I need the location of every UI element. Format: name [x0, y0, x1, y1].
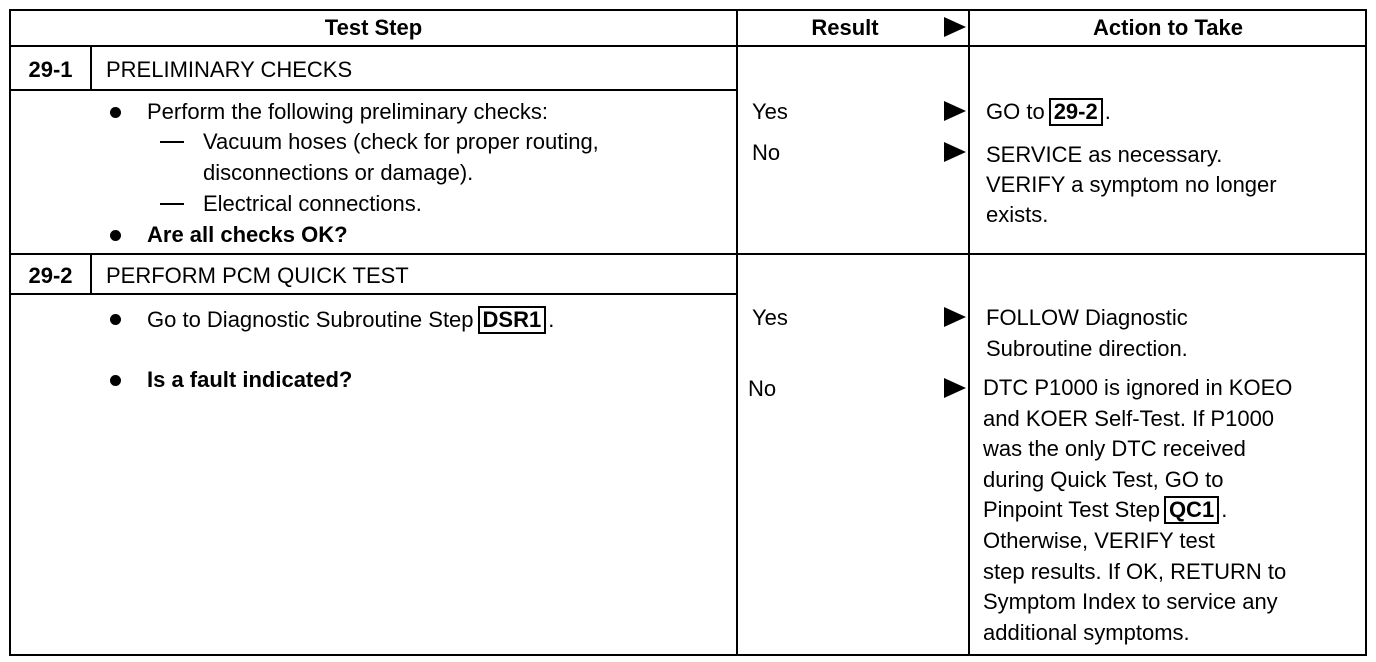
step1-action-yes — [986, 97, 1111, 127]
step2-bullet1-ref: DSR1 — [478, 306, 547, 334]
arrow-right-icon — [944, 307, 966, 327]
step2-action-no-line2: and KOER Self-Test. If P1000 — [983, 405, 1275, 431]
step2-action-no-line5 — [983, 495, 1365, 526]
header-divider — [9, 45, 1367, 47]
bullet-icon — [110, 107, 121, 118]
table-border-bottom — [9, 654, 1367, 656]
step2-action-no — [983, 373, 1365, 648]
step2-title-divider — [9, 293, 738, 295]
table-border-right — [1365, 9, 1367, 656]
step1-title: PRELIMINARY CHECKS — [106, 57, 353, 82]
step2-bullet1 — [147, 305, 554, 335]
bullet-icon — [110, 230, 121, 241]
step1-bullet2: Are all checks OK? — [147, 222, 348, 247]
step1-action-yes-suffix: . — [1104, 99, 1111, 124]
step2-action-no-line7: step results. If OK, RETURN to — [983, 558, 1287, 584]
step1-title-divider — [9, 89, 738, 91]
step2-action-no-line9: additional symptoms. — [983, 619, 1190, 645]
step1-sub1-line2: disconnections or damage). — [203, 160, 474, 185]
step2-number-divider — [90, 253, 92, 295]
step1-number: 29-1 — [28, 57, 73, 82]
header-test-step: Test Step — [324, 15, 423, 40]
step2-action-yes-line2: Subroutine direction. — [986, 336, 1188, 361]
step2-result-no: No — [748, 376, 777, 401]
step2-action-no-line6: Otherwise, VERIFY test — [983, 527, 1215, 553]
table-border-left — [9, 9, 11, 656]
step2-bullet1-suffix: . — [548, 307, 555, 332]
step2-action-no-ref: QC1 — [1164, 496, 1219, 524]
step1-result-no: No — [752, 140, 781, 165]
step2-action-no-line3: was the only DTC received — [983, 436, 1246, 462]
step2-action-no-line5-suffix: . — [1221, 497, 1228, 523]
step1-sub2: Electrical connections. — [203, 191, 422, 216]
divider-teststep-result — [736, 9, 738, 656]
arrow-right-icon — [944, 378, 966, 398]
dash-icon — [160, 141, 184, 143]
step-divider — [9, 253, 1367, 255]
divider-result-action — [968, 9, 970, 656]
step2-title: PERFORM PCM QUICK TEST — [106, 263, 409, 288]
step1-action-no-line3: exists. — [986, 202, 1049, 227]
step2-action-no-line4: during Quick Test, GO to — [983, 466, 1224, 492]
step1-action-yes-ref: 29-2 — [1049, 98, 1103, 126]
step1-sub1-line1: Vacuum hoses (check for proper routing, — [203, 129, 599, 154]
step2-action-no-line8: Symptom Index to service any — [983, 589, 1278, 615]
step1-action-yes-prefix: GO to — [986, 99, 1045, 124]
step2-bullet2: Is a fault indicated? — [147, 367, 353, 392]
step2-action-no-line5-prefix: Pinpoint Test Step — [983, 497, 1160, 523]
step1-action-no-line1: SERVICE as necessary. — [986, 142, 1223, 167]
step2-number: 29-2 — [28, 263, 73, 288]
arrow-right-icon — [944, 142, 966, 162]
step2-result-yes: Yes — [752, 305, 788, 330]
step2-action-no-line1: DTC P1000 is ignored in KOEO — [983, 375, 1293, 400]
step1-result-yes: Yes — [752, 99, 788, 124]
arrow-right-icon — [944, 101, 966, 121]
table-border-top — [9, 9, 1367, 11]
step2-action-yes-line1: FOLLOW Diagnostic — [986, 305, 1188, 330]
header-result: Result — [811, 15, 879, 40]
step1-action-no-line2: VERIFY a symptom no longer — [986, 172, 1277, 197]
header-arrow-icon — [944, 17, 966, 37]
step2-bullet1-prefix: Go to Diagnostic Subroutine Step — [147, 307, 474, 332]
header-action: Action to Take — [1093, 15, 1243, 40]
bullet-icon — [110, 375, 121, 386]
dash-icon — [160, 203, 184, 205]
step1-number-divider — [90, 45, 92, 91]
step1-bullet1: Perform the following preliminary checks: — [147, 99, 549, 124]
bullet-icon — [110, 314, 121, 325]
